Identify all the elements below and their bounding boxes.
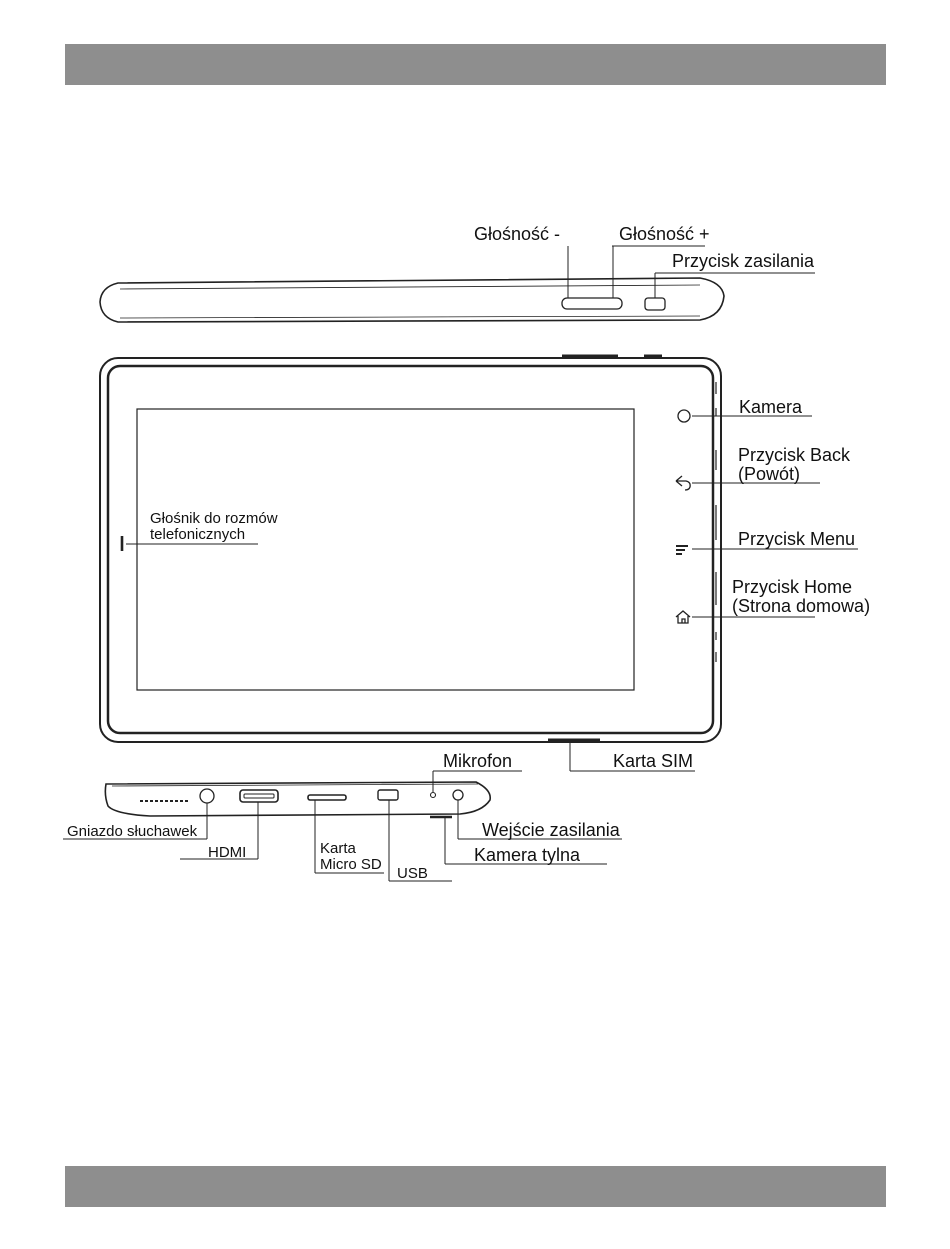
front-camera-icon bbox=[678, 410, 690, 422]
hdmi-port-inner bbox=[244, 794, 274, 798]
label-home-line2: (Strona domowa) bbox=[732, 596, 871, 616]
label-headphone-jack: Gniazdo słuchawek bbox=[67, 823, 198, 840]
label-back-line1: Przycisk Back bbox=[738, 445, 851, 465]
label-microsd-line1: Karta bbox=[320, 840, 356, 857]
label-microsd-line2: Micro SD bbox=[320, 856, 382, 873]
headphone-jack-port bbox=[200, 789, 214, 803]
label-hdmi: HDMI bbox=[208, 844, 247, 861]
home-icon bbox=[676, 611, 690, 623]
power-button-shape bbox=[645, 298, 665, 310]
label-home-line1: Przycisk Home bbox=[732, 577, 853, 597]
label-power-button: Przycisk zasilania bbox=[672, 251, 815, 271]
label-sim-card: Karta SIM bbox=[613, 751, 694, 771]
label-usb: USB bbox=[397, 865, 428, 882]
microphone-hole bbox=[431, 793, 436, 798]
label-microphone: Mikrofon bbox=[443, 751, 513, 771]
label-camera: Kamera bbox=[739, 397, 803, 417]
label-menu: Przycisk Menu bbox=[738, 529, 856, 549]
label-volume-down: Głośność - bbox=[474, 224, 561, 244]
label-volume-up: Głośność + bbox=[619, 224, 710, 244]
tablet-screen bbox=[137, 409, 634, 690]
power-input-port bbox=[453, 790, 463, 800]
tablet-top-edge-view bbox=[100, 278, 724, 322]
label-rear-camera: Kamera tylna bbox=[474, 845, 581, 865]
label-back-line2: (Powót) bbox=[738, 464, 801, 484]
menu-icon bbox=[676, 545, 688, 555]
label-speaker-line1: Głośnik do rozmów bbox=[150, 510, 278, 527]
microsd-slot bbox=[308, 795, 346, 800]
tablet-bottom-edge-view bbox=[105, 782, 490, 816]
volume-rocker-button bbox=[562, 298, 622, 309]
back-arrow-icon bbox=[676, 476, 690, 490]
tablet-front-bezel bbox=[108, 366, 713, 733]
usb-port bbox=[378, 790, 398, 800]
label-speaker-line2: telefonicznych bbox=[150, 526, 246, 543]
label-power-input: Wejście zasilania bbox=[482, 820, 620, 840]
tablet-front-outer bbox=[100, 358, 721, 742]
hdmi-port bbox=[240, 790, 278, 802]
